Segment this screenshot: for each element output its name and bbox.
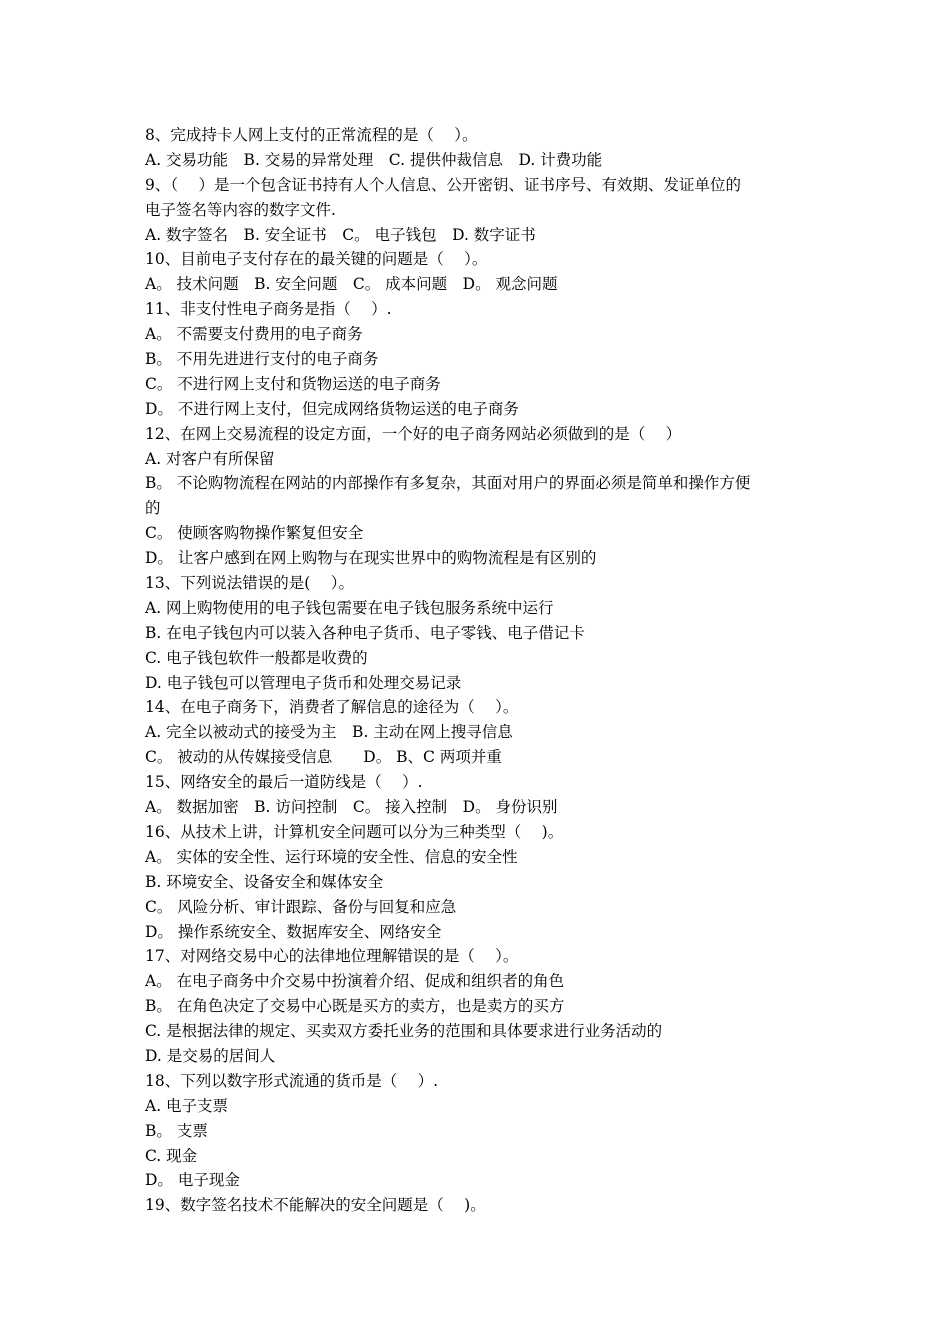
question-17-option-b: B。 在角色决定了交易中心既是买方的卖方，也是卖方的买方 (145, 997, 565, 1016)
question-19-stem: 19、数字签名技术不能解决的安全问题是（ )。 (145, 1196, 486, 1215)
question-12-option-b: B。 不论购物流程在网站的内部操作有多复杂，其面对用户的界面必须是简单和操作方便 (145, 474, 751, 493)
question-13-option-a: A. 网上购物使用的电子钱包需要在电子钱包服务系统中运行 (145, 598, 554, 617)
question-10-stem: 10、目前电子支付存在的最关键的问题是（ ）。 (145, 250, 488, 269)
question-16-option-c: C。 风险分析、审计跟踪、备份与回复和应急 (145, 897, 457, 916)
question-13-option-c: C. 电子钱包软件一般都是收费的 (145, 648, 368, 667)
question-text-block (145, 123, 810, 1218)
question-12-stem: 12、在网上交易流程的设定方面，一个好的电子商务网站必须做到的是（ ） (145, 424, 682, 443)
question-16-stem: 16、从技术上讲，计算机安全问题可以分为三种类型（ )。 (145, 822, 564, 841)
question-14-stem: 14、在电子商务下，消费者了解信息的途径为（ ）。 (145, 698, 519, 717)
question-18-option-b: B。 支票 (145, 1121, 208, 1140)
question-9-options: A. 数字签名 B. 安全证书 C。 电子钱包 D. 数字证书 (145, 225, 536, 244)
question-8-options: A. 交易功能 B. 交易的异常处理 C. 提供仲裁信息 D. 计费功能 (145, 150, 603, 169)
question-17-option-d: D. 是交易的居间人 (145, 1046, 276, 1065)
question-14-options-ab: A. 完全以被动式的接受为主 B. 主动在网上搜寻信息 (145, 723, 513, 742)
question-16-option-a: A。 实体的安全性、运行环境的安全性、信息的安全性 (145, 847, 518, 866)
question-13-option-b: B. 在电子钱包内可以装入各种电子货币、电子零钱、电子借记卡 (145, 623, 585, 642)
question-8-stem: 8、完成持卡人网上支付的正常流程的是（ ）。 (145, 126, 478, 144)
question-17-stem: 17、对网络交易中心的法律地位理解错误的是（ ）。 (145, 947, 519, 966)
question-17-option-c: C. 是根据法律的规定、买卖双方委托业务的范围和具体要求进行业务活动的 (145, 1022, 663, 1041)
question-13-stem: 13、下列说法错误的是( ）。 (145, 574, 354, 593)
question-11-option-c: C。 不进行网上支付和货物运送的电子商务 (145, 374, 441, 393)
question-16-option-d: D。 操作系统安全、数据库安全、网络安全 (145, 922, 442, 941)
question-11-option-b: B。 不用先进进行支付的电子商务 (145, 350, 379, 369)
question-11-stem: 11、非支付性电子商务是指（ ）. (145, 300, 392, 319)
question-12-option-b-continued: 的 (145, 499, 161, 518)
question-17-option-a: A。 在电子商务中介交易中扮演着介绍、促成和组织者的角色 (145, 972, 565, 991)
question-18-stem: 18、下列以数字形式流通的货币是（ ）. (145, 1071, 439, 1090)
question-18-option-d: D。 电子现金 (145, 1171, 240, 1190)
question-9-stem-continued: 电子签名等内容的数字文件. (145, 200, 336, 219)
question-11-option-a: A。 不需要支付费用的电子商务 (145, 325, 363, 344)
question-15-options: A。 数据加密 B. 访问控制 C。 接入控制 D。 身份识别 (145, 798, 558, 817)
question-15-stem: 15、网络安全的最后一道防线是（ ）. (145, 773, 423, 792)
question-12-option-d: D。 让客户感到在网上购物与在现实世界中的购物流程是有区别的 (145, 549, 597, 568)
question-14-options-cd: C。 被动的从传媒接受信息 D。 B、C 两项并重 (145, 748, 502, 767)
question-18-option-a: A. 电子支票 (145, 1096, 229, 1115)
question-18-option-c: C. 现金 (145, 1146, 198, 1165)
question-9-stem: 9、（ ）是一个包含证书持有人个人信息、公开密钥、证书序号、有效期、发证单位的 (145, 175, 742, 194)
question-10-options: A。 技术问题 B. 安全问题 C。 成本问题 D。 观念问题 (145, 275, 558, 294)
question-16-option-b: B. 环境安全、设备安全和媒体安全 (145, 872, 384, 891)
question-11-option-d: D。 不进行网上支付，但完成网络货物运送的电子商务 (145, 399, 519, 418)
question-12-option-c: C。 使顾客购物操作繁复但安全 (145, 524, 364, 543)
question-13-option-d: D. 电子钱包可以管理电子货币和处理交易记录 (145, 673, 462, 692)
question-12-option-a: A. 对客户有所保留 (145, 449, 275, 468)
